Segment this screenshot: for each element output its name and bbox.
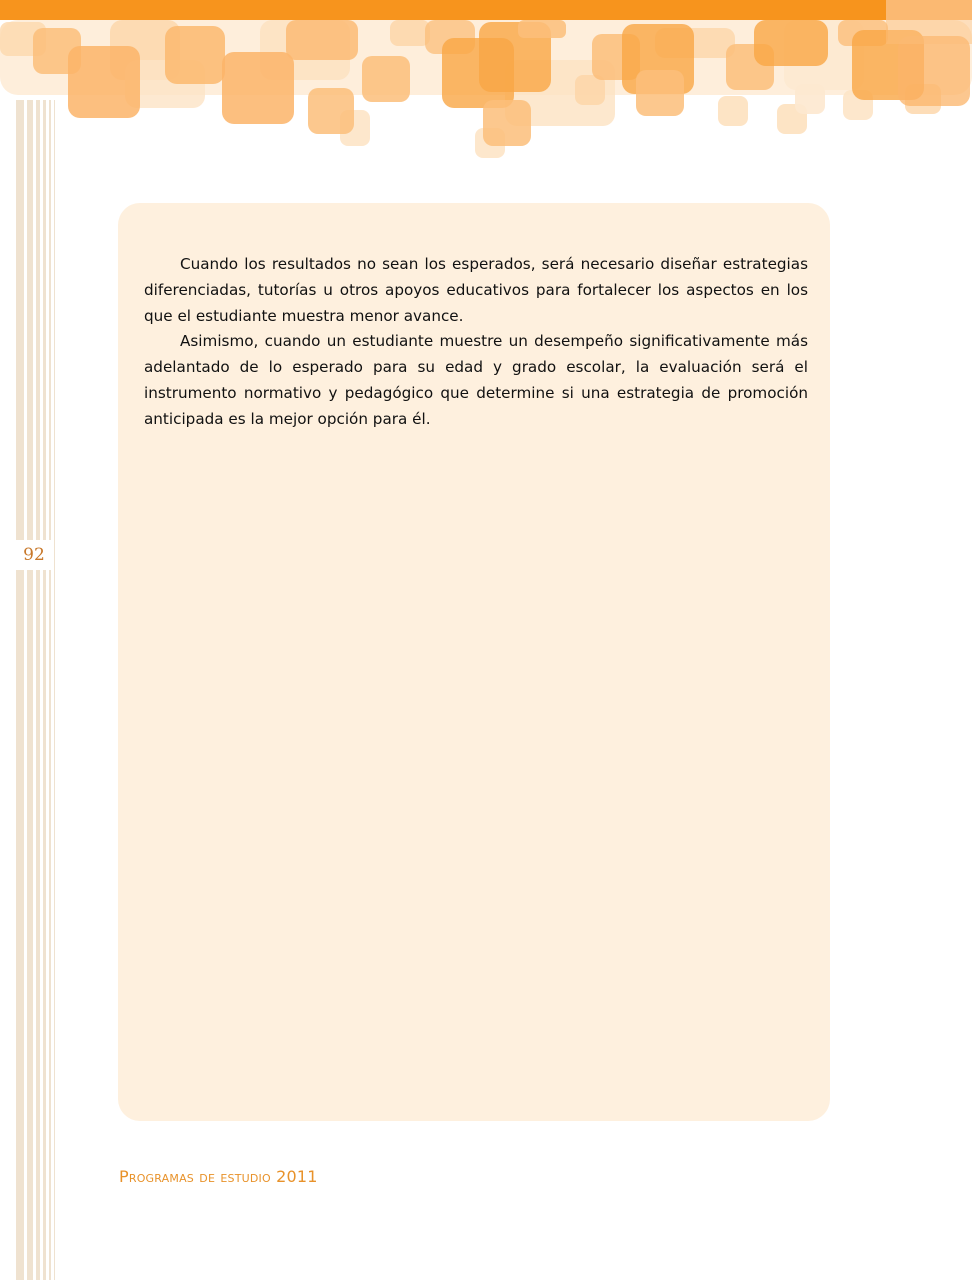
footer-publication-title: Programas de estudio 2011 bbox=[119, 1167, 318, 1186]
header-square-pattern bbox=[0, 0, 972, 170]
page-number: 92 bbox=[14, 540, 54, 570]
paragraph: Asimismo, cuando un estudiante muestre un desempeño significativamente más adelantado de lo esperado para su edad y grado escolar, la evaluación será el instrumento normativo y pedagógico que determine si una estrategia de promoción anticipada es la mejor opción para él. bbox=[144, 332, 808, 428]
body-text bbox=[144, 252, 808, 433]
paragraph: Cuando los resultados no sean los esperados, será necesario diseñar estrategias diferenciadas, tutorías u otros apoyos educativos para fortalecer los aspectos en los que el estudiante muestra menor avance. bbox=[144, 255, 808, 325]
margin-stripes bbox=[0, 100, 60, 1280]
